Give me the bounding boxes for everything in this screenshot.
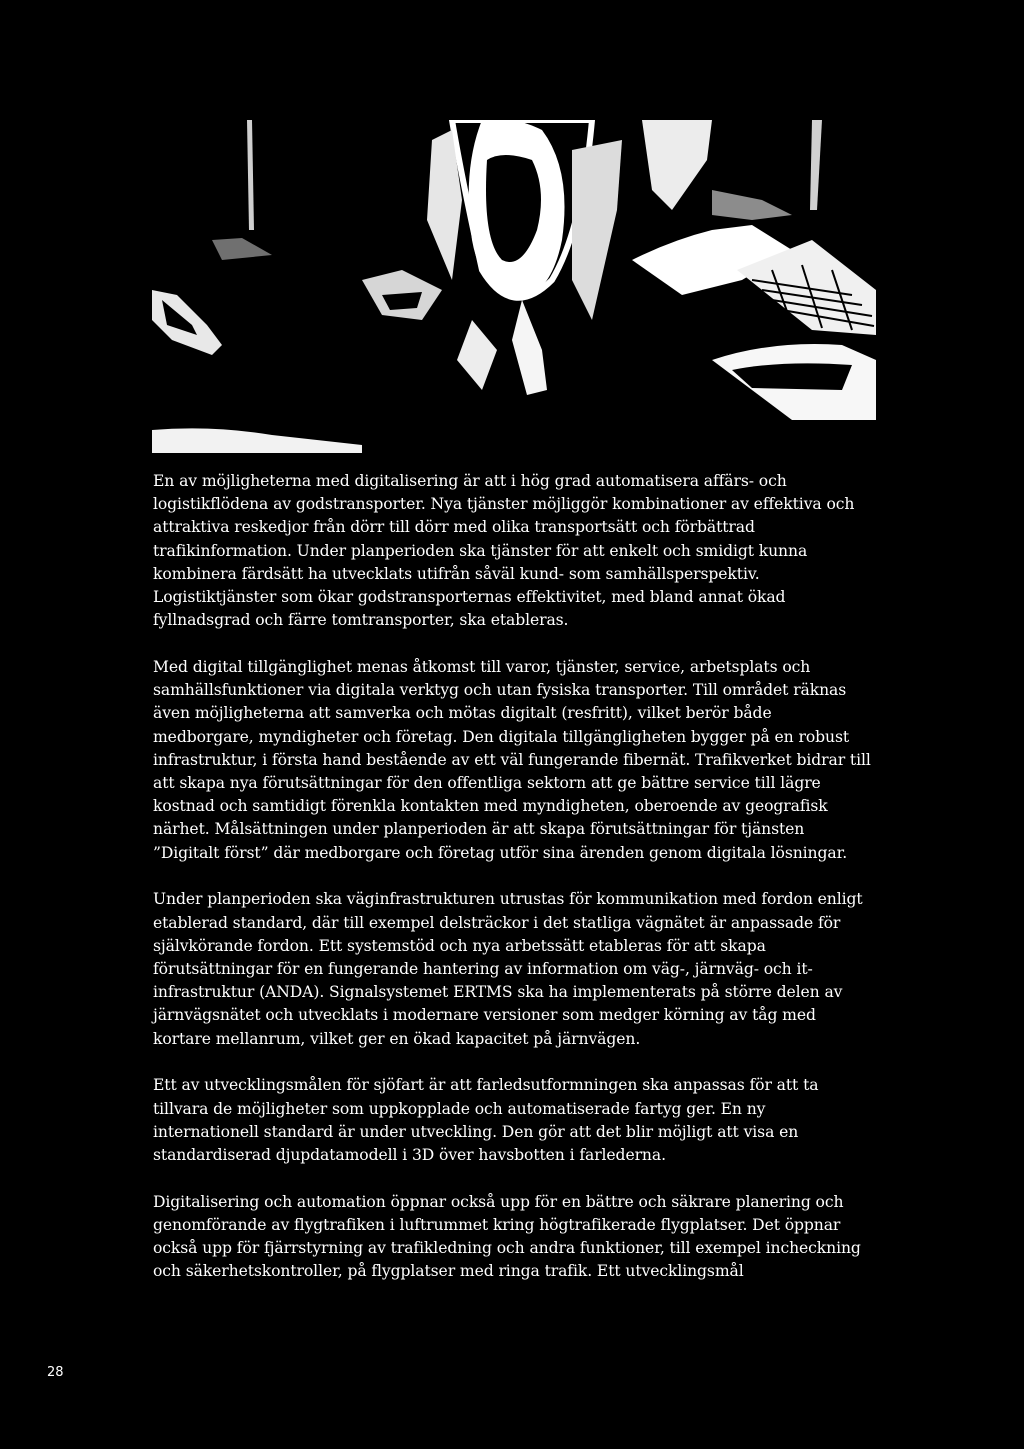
photo-office-worker-computer-icon — [152, 120, 876, 453]
body-text — [153, 470, 875, 1307]
paragraph-5: Digitalisering och automation öppnar också upp för en bättre och säkrare planering och genomförande av flygtrafiken i luftrummet kring högtrafikerade flygplatser. Det öppnar också upp för fjärrstyrning av trafikledning och andra funktioner, till exempel incheckning och säkerhetskontroller, på flygplatser med ringa trafik. Ett utvecklingsmål — [153, 1192, 861, 1281]
paragraph-1: En av möjligheterna med digitalisering är att i hög grad automatisera affärs- och logistikflödena av godstransporter. Nya tjänster möjliggör kombinationer av effektiva och attraktiva reskedjor från dörr till dörr med olika transportsätt och förbättrad trafikinformation. Under planperioden ska tjänster för att enkelt och smidigt kunna kombinera färdsätt ha utvecklats utifrån såväl kund- som samhällsperspektiv. Logistiktjänster som ökar godstransporternas effektivitet, med bland annat ökad fyllnadsgrad och färre tomtransporter, ska etableras. — [153, 472, 855, 630]
paragraph-4: Ett av utvecklingsmålen för sjöfart är att farledsutformningen ska anpassas för att ta tillvara de möjligheter som uppkopplade och automatiserade fartyg ger. En ny internationell standard är under utveckling. Den gör att det blir möjligt att visa en standardiserad djupdatamodell i 3D över havsbotten i farlederna. — [153, 1076, 819, 1165]
page-number: 28 — [47, 1365, 64, 1380]
illustration-photo — [152, 120, 876, 453]
paragraph-2: Med digital tillgänglighet menas åtkomst till varor, tjänster, service, arbetsplats och samhällsfunktioner via digitala verktyg och utan fysiska transporter. Till området räknas även möjligheterna att samverka och mötas digitalt (resfritt), vilket berör både medborgare, myndigheter och företag. Den digitala tillgängligheten bygger på en robust infrastruktur, i första hand bestående av ett väl fungerande fibernät. Trafikverket bidrar till att skapa nya förutsättningar för den offentliga sektorn att ge bättre service till lägre kostnad och samtidigt förenkla kontakten med myndigheten, oberoende av geografisk närhet. Målsättningen under planperioden är att skapa förutsättningar för tjänsten ”Digitalt först” där medborgare och företag utför sina ärenden genom digitala lösningar. — [153, 658, 871, 862]
paragraph-3: Under planperioden ska väginfrastrukturen utrustas för kommunikation med fordon enligt etablerad standard, där till exempel delsträckor i det statliga vägnätet är anpassade för självkörande fordon. Ett systemstöd och nya arbetssätt etableras för att skapa förutsättningar för en fungerande hantering av information om väg-, järnväg- och it-infrastruktur (ANDA). Signalsystemet ERTMS ska ha implementerats på större delen av järnvägsnätet och utvecklats i modernare versioner som medger körning av tåg med kortare mellanrum, vilket ger en ökad kapacitet på järnvägen. — [153, 890, 863, 1048]
